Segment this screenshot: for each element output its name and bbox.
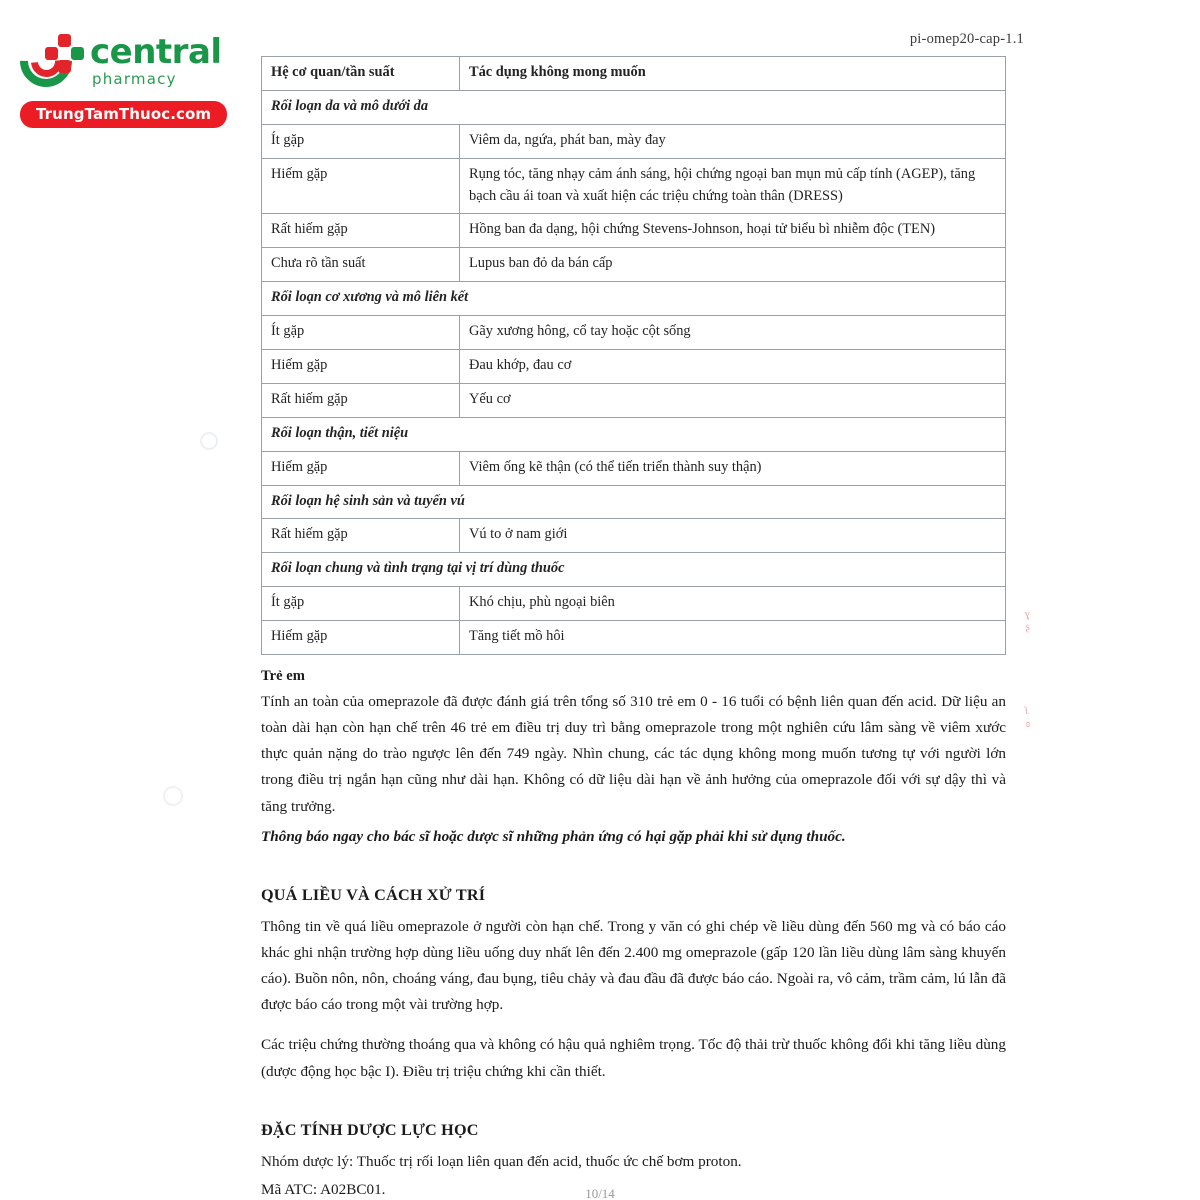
central-pharmacy-mark-icon bbox=[18, 30, 84, 92]
table-row bbox=[262, 383, 1006, 417]
logo-secondary-text: pharmacy bbox=[92, 70, 177, 88]
margin-annotation: ɣ ʂ bbox=[1024, 607, 1031, 633]
group-label: Rối loạn cơ xương và mô liên kết bbox=[262, 282, 1006, 316]
cross-square-bottom-icon bbox=[58, 60, 71, 73]
table-row bbox=[262, 621, 1006, 655]
frequency-cell: Chưa rõ tần suất bbox=[262, 248, 460, 282]
group-label: Rối loạn hệ sinh sản và tuyến vú bbox=[262, 485, 1006, 519]
table-group-row bbox=[262, 417, 1006, 451]
frequency-cell: Hiếm gặp bbox=[262, 350, 460, 384]
frequency-cell: Rất hiếm gặp bbox=[262, 214, 460, 248]
table-row bbox=[262, 214, 1006, 248]
margin-annotation: ʅ ɞ bbox=[1024, 704, 1031, 730]
table-group-row bbox=[262, 282, 1006, 316]
scan-artifact-ring bbox=[200, 432, 218, 450]
effect-cell: Vú to ở nam giới bbox=[460, 519, 1006, 553]
table-row bbox=[262, 451, 1006, 485]
logo-primary-text: central bbox=[90, 32, 222, 72]
table-row bbox=[262, 519, 1006, 553]
children-section-heading: Trẻ em bbox=[261, 668, 305, 685]
effect-cell: Viêm da, ngứa, phát ban, mày đay bbox=[460, 124, 1006, 158]
site-url-banner: TrungTamThuoc.com bbox=[20, 101, 227, 128]
effect-cell: Yếu cơ bbox=[460, 383, 1006, 417]
content-column bbox=[261, 56, 1006, 1200]
table-row bbox=[262, 158, 1006, 214]
table-group-row bbox=[262, 90, 1006, 124]
logo-wordmark bbox=[90, 32, 222, 88]
table-row bbox=[262, 124, 1006, 158]
effect-cell: Khó chịu, phù ngoại biên bbox=[460, 587, 1006, 621]
effect-cell: Đau khớp, đau cơ bbox=[460, 350, 1006, 384]
overdose-section-heading: QUÁ LIỀU VÀ CÁCH XỬ TRÍ bbox=[261, 885, 486, 904]
frequency-cell: Rất hiếm gặp bbox=[262, 383, 460, 417]
frequency-cell: Rất hiếm gặp bbox=[262, 519, 460, 553]
central-pharmacy-logo bbox=[18, 30, 238, 92]
table-row bbox=[262, 248, 1006, 282]
frequency-cell: Hiếm gặp bbox=[262, 158, 460, 214]
effect-cell: Lupus ban đỏ da bán cấp bbox=[460, 248, 1006, 282]
table-row bbox=[262, 587, 1006, 621]
adverse-effects-table bbox=[261, 56, 1006, 655]
page-number-footer: 10/14 bbox=[585, 1186, 615, 1200]
table-group-row bbox=[262, 485, 1006, 519]
document-code-label: pi-omep20-cap-1.1 bbox=[909, 31, 1024, 47]
adverse-reaction-notice: Thông báo ngay cho bác sĩ hoặc dược sĩ những phản ứng có hại gặp phải khi sử dụng thuốc. bbox=[261, 827, 846, 845]
pharmacodynamics-line-1: Nhóm dược lý: Thuốc trị rối loạn liên quan đến acid, thuốc ức chế bơm proton. bbox=[261, 1152, 742, 1170]
scan-artifact-ring bbox=[163, 786, 183, 806]
cross-square-left-icon bbox=[45, 47, 58, 60]
table-row bbox=[262, 316, 1006, 350]
group-label: Rối loạn thận, tiết niệu bbox=[262, 417, 1006, 451]
overdose-paragraph-2: Các triệu chứng thường thoáng qua và không có hậu quả nghiêm trọng. Tốc độ thải trừ thuốc không đổi khi tăng liều dùng (dược động học bậc I). Điều trị triệu chứng khi cần thiết. bbox=[261, 1036, 1006, 1080]
adverse-effects-table-body bbox=[262, 57, 1006, 655]
effect-cell: Hồng ban đa dạng, hội chứng Stevens-Johnson, hoại tử biểu bì nhiễm độc (TEN) bbox=[460, 214, 1006, 248]
frequency-cell: Ít gặp bbox=[262, 316, 460, 350]
cross-square-right-icon bbox=[71, 47, 84, 60]
table-header-row bbox=[262, 57, 1006, 91]
table-group-row bbox=[262, 553, 1006, 587]
cross-square-top-icon bbox=[58, 34, 71, 47]
table-row bbox=[262, 350, 1006, 384]
paragraph-spacer bbox=[261, 1018, 1006, 1032]
frequency-cell: Hiếm gặp bbox=[262, 451, 460, 485]
column-header-system-frequency: Hệ cơ quan/tần suất bbox=[262, 57, 460, 91]
brand-block bbox=[18, 30, 238, 128]
effect-cell: Gãy xương hông, cổ tay hoặc cột sống bbox=[460, 316, 1006, 350]
column-header-undesirable-effect: Tác dụng không mong muốn bbox=[460, 57, 1006, 91]
frequency-cell: Ít gặp bbox=[262, 587, 460, 621]
frequency-cell: Hiếm gặp bbox=[262, 621, 460, 655]
frequency-cell: Ít gặp bbox=[262, 124, 460, 158]
pharmacodynamics-section-heading: ĐẶC TÍNH DƯỢC LỰC HỌC bbox=[261, 1120, 479, 1139]
overdose-paragraph-1: Thông tin về quá liều omeprazole ở người còn hạn chế. Trong y văn có ghi chép về liều dùng đến 560 mg và có báo cáo khác ghi nhận trường hợp dùng liều uống duy nhất lên đến 2.400 mg omeprazole (gấp 120 lần liều dùng lâm sàng khuyến cáo). Buồn nôn, nôn, choáng váng, đau bụng, tiêu chảy và đau đầu đã được báo cáo. Ngoài ra, vô cảm, trầm cảm, lú lẫn đã được báo cáo trong một vài trường hợp. bbox=[261, 917, 1006, 1014]
effect-cell: Tăng tiết mồ hôi bbox=[460, 621, 1006, 655]
group-label: Rối loạn chung và tình trạng tại vị trí dùng thuốc bbox=[262, 553, 1006, 587]
effect-cell: Rụng tóc, tăng nhạy cảm ánh sáng, hội chứng ngoại ban mụn mủ cấp tính (AGEP), tăng bạch cầu ái toan và xuất hiện các triệu chứng toàn thân (DRESS) bbox=[460, 158, 1006, 214]
effect-cell: Viêm ống kẽ thận (có thể tiến triển thành suy thận) bbox=[460, 451, 1006, 485]
pharmacodynamics-line-2: Mã ATC: A02BC01. bbox=[261, 1180, 386, 1198]
group-label: Rối loạn da và mô dưới da bbox=[262, 90, 1006, 124]
children-section-paragraph: Tính an toàn của omeprazole đã được đánh giá trên tổng số 310 trẻ em 0 - 16 tuổi có bệnh liên quan đến acid. Dữ liệu an toàn dài hạn còn hạn chế trên 46 trẻ em điều trị duy trì bằng omeprazole trong một nghiên cứu lâm sàng về viêm xước thực quản nặng do trào ngược lên đến 749 ngày. Nhìn chung, các tác dụng không mong muốn tương tự với người lớn trong điều trị ngắn hạn cũng như dài hạn. Không có dữ liệu dài hạn về ảnh hưởng của omeprazole đối với sự dậy thì và tăng trưởng. bbox=[261, 693, 1006, 815]
